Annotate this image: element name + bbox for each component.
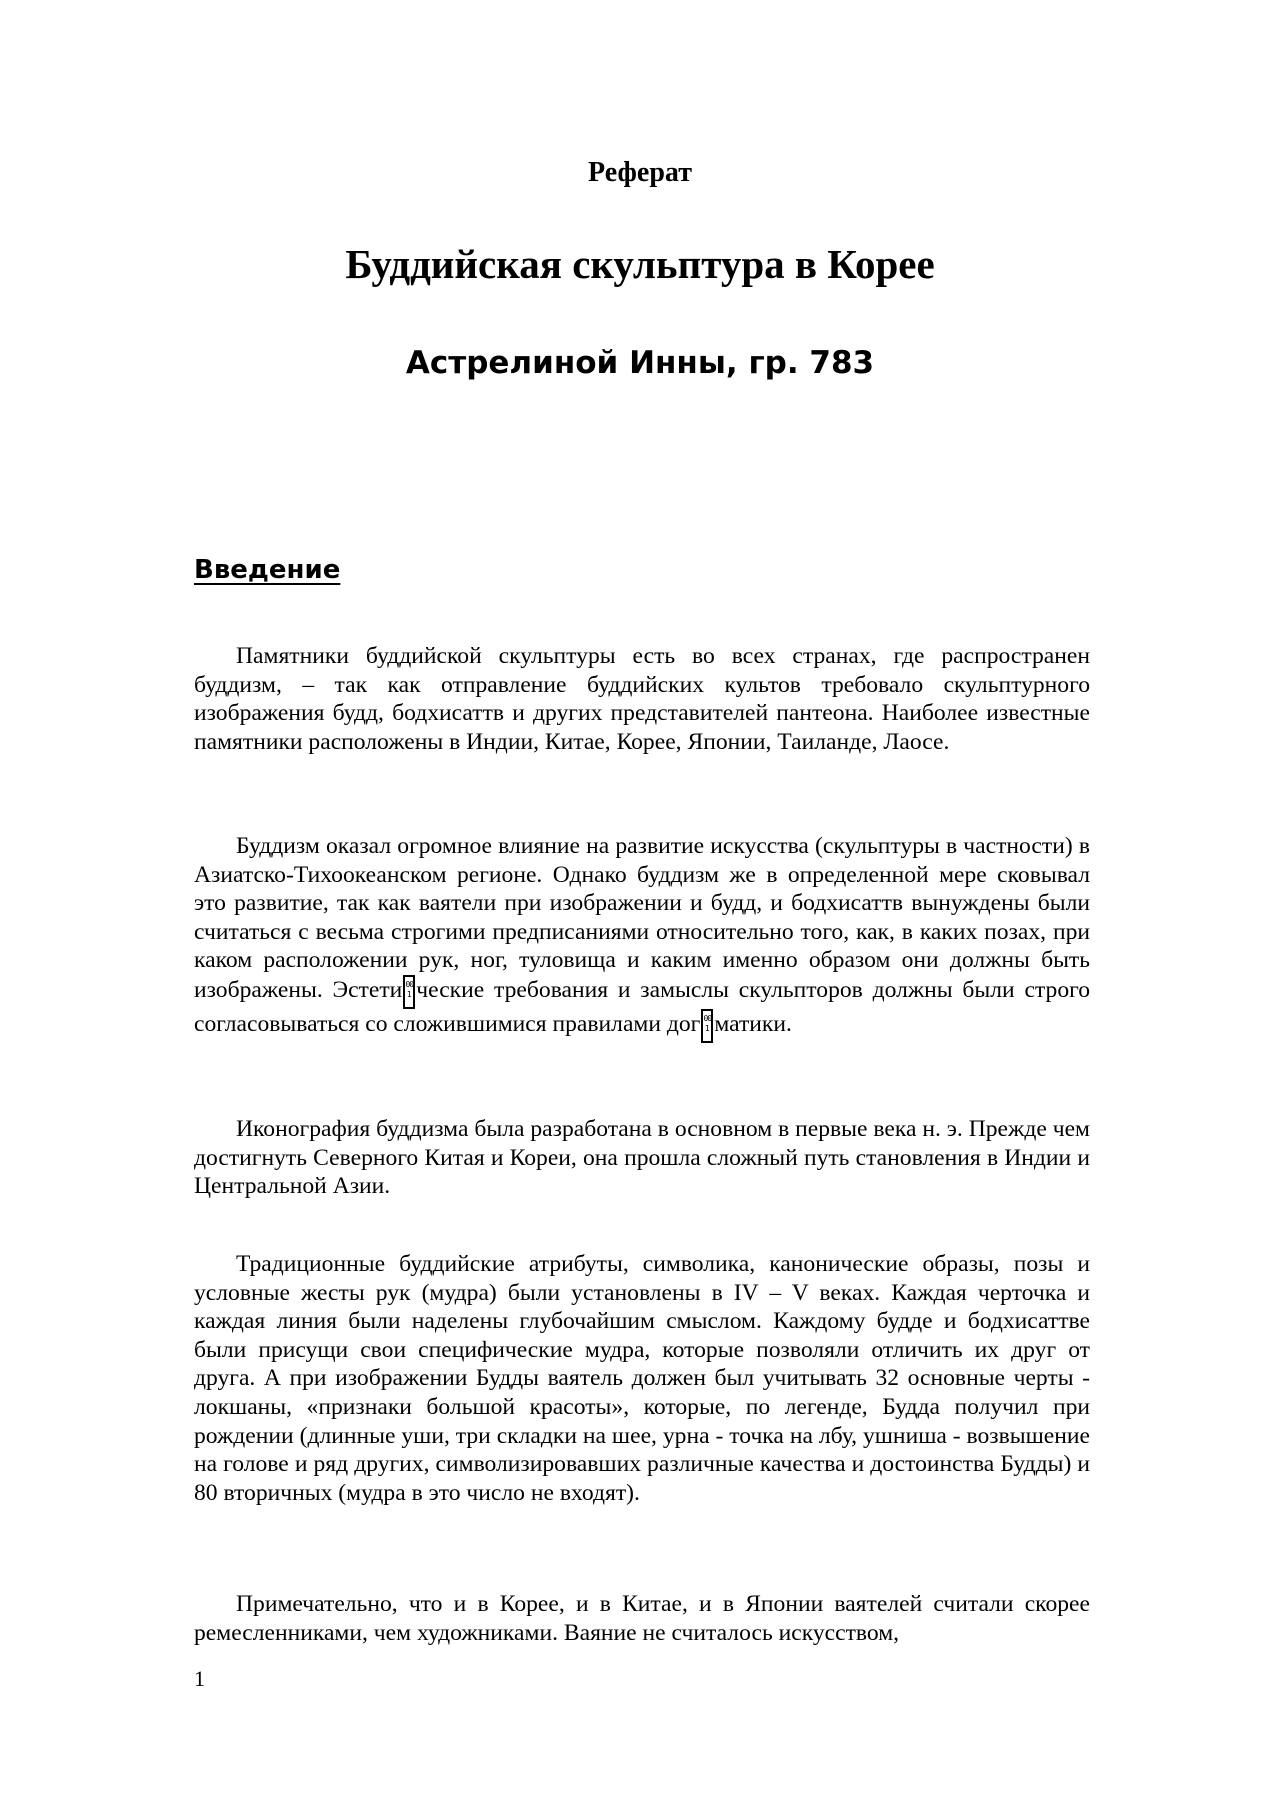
page-number: 1 — [194, 1666, 205, 1691]
paragraph-2 — [194, 832, 1090, 1043]
paragraph-3: Иконография буддизма была разработана в основном в первые века н. э. Прежде чем достигнуть Северного Китая и Кореи, она прошла сложный путь становления в Индии и Центральной Азии. — [194, 1116, 1090, 1200]
paragraph-1: Памятники буддийской скульптуры есть во всех странах, где распространен буддизм, – так как отправление буддийских культов требовало скульптурного изображения будд, бодхисаттв и других представителей пантеона. Наиболее известные памятники расположены в Индии, Китае, Корее, Японии, Таиланде, Лаосе. — [194, 643, 1090, 755]
section-heading: Введение — [194, 555, 341, 585]
paragraph-5: Примечательно, что и в Корее, и в Китае, и в Японии ваятелей считали скорее ремесленниками, чем художниками. Ваяние не считалось искусством, — [194, 1591, 1090, 1646]
paragraph-2-part-b: ческие требования и замыслы скульпторов должны были строго согласовываться со сложившимися правилами дог — [194, 976, 1090, 1037]
paragraph-2-part-a: Буддизм оказал огромное влияние на развитие искусства (скульптуры в частности) в Азиатско-Тихоокеанском регионе. Однако буддизм же в определенной мере сковывал это развитие, так как ваятели при изображении и будд, и бодхисаттв вынуждены были считаться с весьма строгими предписаниями относительно того, как, в каких позах, при каком расположении рук, ног, туловища и каким именно образом они должны быть изображены. Эстети — [194, 833, 1090, 1003]
document-title: Буддийская скульптура в Корее — [345, 241, 935, 287]
paragraph-2-part-c: матики. — [714, 1010, 792, 1037]
document-label: Реферат — [588, 157, 692, 188]
missing-glyph-icon — [403, 975, 415, 1009]
paragraph-4: Традиционные буддийские атрибуты, символика, канонические образы, позы и условные жесты рук (мудра) были установлены в IV – V веках. Каждая черточка и каждая линия были наделены глубочайшим смыслом. Каждому будде и бодхисаттве были присущи свои специфические мудра, которые позволяли отличить их друг от друга. А при изображении Будды ваятель должен был учитывать 32 основные черты - локшаны, «признаки большой красоты», которые, по легенде, Будда получил при рождении (длинные уши, три складки на шее, урна - точка на лбу, ушниша - возвышение на голове и ряд других, символизировавших различные качества и достоинства Будды) и 80 вторичных (мудра в это число не входят). — [194, 1251, 1090, 1506]
missing-glyph-icon — [701, 1009, 713, 1043]
document-author: Астрелиной Инны, гр. 783 — [405, 345, 875, 381]
